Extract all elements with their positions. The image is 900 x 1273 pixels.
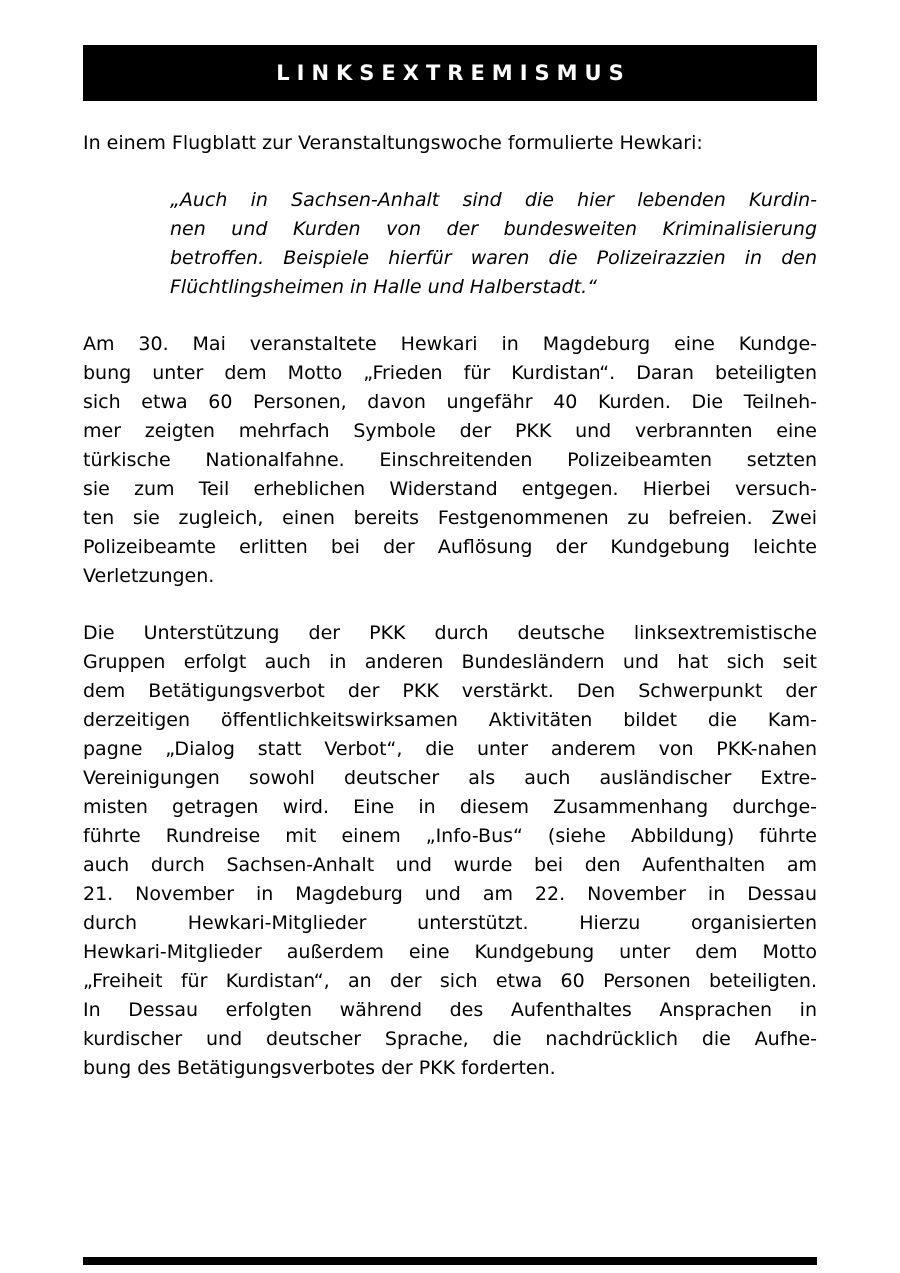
text-line: türkische Nationalfahne. Einschreitenden Polizeibeamten setzten (83, 449, 817, 471)
text-line: „Freiheit für Kurdistan“, an der sich etwa 60 Personen beteiligten. (83, 970, 817, 992)
text-line: In Dessau erfolgten während des Aufenthaltes Ansprachen in (83, 999, 817, 1021)
text-line: Am 30. Mai veranstaltete Hewkari in Magdeburg eine Kundge- (83, 333, 817, 355)
quote-block (170, 186, 817, 302)
text-line: 21. November in Magdeburg und am 22. November in Dessau (83, 883, 817, 905)
text-line: Hewkari-Mitglieder außerdem eine Kundgebung unter dem Motto (83, 941, 817, 963)
text-line: Polizeibeamte erlitten bei der Auflösung der Kundgebung leichte (83, 536, 817, 558)
section-title: LINKSEXTREMISMUS (276, 61, 631, 85)
text-line: bung des Betätigungsverbotes der PKK forderten. (83, 1057, 556, 1079)
text-line: führte Rundreise mit einem „Info-Bus“ (siehe Abbildung) führte (83, 825, 817, 847)
text-line: kurdischer und deutscher Sprache, die nachdrücklich die Aufhe- (83, 1028, 817, 1050)
text-line: sich etwa 60 Personen, davon ungefähr 40 Kurden. Die Teilneh- (83, 391, 817, 413)
text-line: Verletzungen. (83, 565, 215, 587)
text-line: misten getragen wird. Eine in diesem Zusammenhang durchge- (83, 796, 817, 818)
text-line: pagne „Dialog statt Verbot“, die unter anderem von PKK-nahen (83, 738, 817, 760)
body-paragraph (83, 330, 817, 591)
quote-line: Flüchtlingsheimen in Halle und Halberstadt.“ (170, 276, 597, 298)
text-line: derzeitigen öffentlichkeitswirksamen Aktivitäten bildet die Kam- (83, 709, 817, 731)
text-line: dem Betätigungsverbot der PKK verstärkt. Den Schwerpunkt der (83, 680, 817, 702)
quote-line: betroffen. Beispiele hierfür waren die Polizeirazzien in den (170, 247, 817, 269)
text-line: Vereinigungen sowohl deutscher als auch ausländischer Extre- (83, 767, 817, 789)
footer-rule (83, 1257, 817, 1265)
text-line: durch Hewkari-Mitglieder unterstützt. Hierzu organisierten (83, 912, 817, 934)
quote-line: nen und Kurden von der bundesweiten Kriminalisierung (170, 218, 817, 240)
text-line: bung unter dem Motto „Frieden für Kurdistan“. Daran beteiligten (83, 362, 817, 384)
body-paragraph (83, 619, 817, 1083)
section-header-bar (83, 45, 817, 101)
intro-paragraph: In einem Flugblatt zur Veranstaltungswoche formulierte Hewkari: (83, 132, 703, 154)
text-line: auch durch Sachsen-Anhalt und wurde bei den Aufenthalten am (83, 854, 817, 876)
quote-line: „Auch in Sachsen-Anhalt sind die hier lebenden Kurdin- (170, 189, 817, 211)
text-line: sie zum Teil erheblichen Widerstand entgegen. Hierbei versuch- (83, 478, 817, 500)
text-line: Die Unterstützung der PKK durch deutsche linksextremistische (83, 622, 817, 644)
text-line: Gruppen erfolgt auch in anderen Bundesländern und hat sich seit (83, 651, 817, 673)
text-line: mer zeigten mehrfach Symbole der PKK und verbrannten eine (83, 420, 817, 442)
text-line: ten sie zugleich, einen bereits Festgenommenen zu befreien. Zwei (83, 507, 817, 529)
